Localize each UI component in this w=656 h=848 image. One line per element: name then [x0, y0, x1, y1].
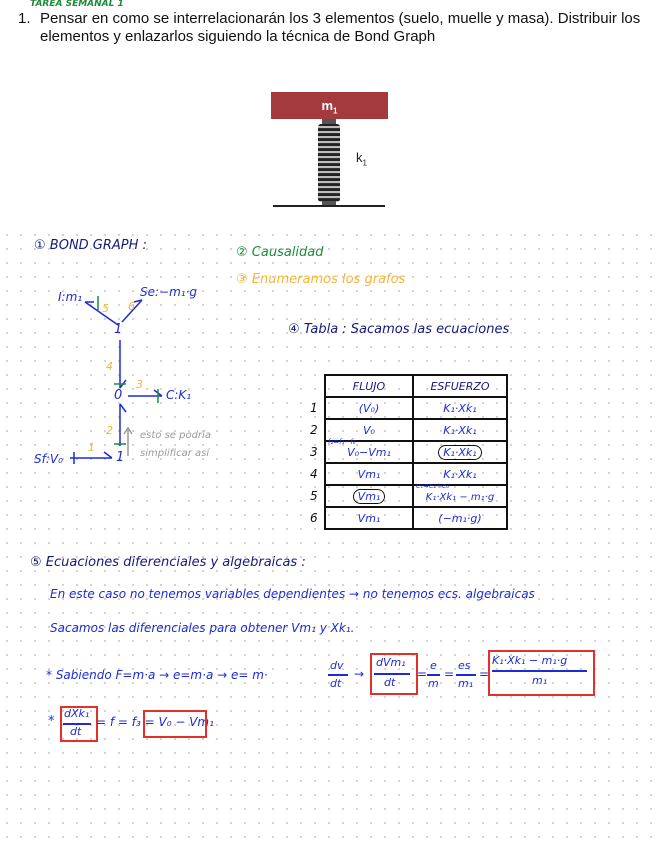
dxk1-num: dXk₁ [64, 707, 90, 720]
flujo-cell: (V₀) [325, 397, 413, 419]
simplify-note-2: simplificar así [140, 448, 210, 459]
flow-equation: = f = f₃ = V₀ − Vm₁ [96, 715, 214, 729]
bg-Sf-element: Sf:V₀ [34, 452, 63, 466]
final-frac-line [492, 670, 587, 672]
dvm1-line [374, 673, 410, 675]
row-number: 1 [308, 397, 325, 419]
row-number: 2 [308, 419, 325, 441]
e-num: e [430, 659, 437, 672]
flow-result-box [143, 710, 207, 738]
mass-label: m [321, 98, 334, 113]
sacamos-note: Sacamos las diferenciales para obtener Vm₁ y Xk₁. [50, 621, 355, 635]
final-den: m₁ [532, 674, 548, 687]
col-header-flujo: FLUJO [325, 375, 413, 397]
circled-value: Vm₁ [353, 489, 386, 504]
circled-value: K₁·Xk₁ [438, 445, 481, 460]
esfuerzo-cell [413, 482, 507, 507]
bond-2-number: 2 [106, 424, 113, 437]
m1-den: m₁ [458, 677, 474, 690]
table-row [308, 507, 507, 529]
task-number: 1. [18, 10, 31, 27]
mass-block [271, 92, 388, 119]
ecuaciones-title: ⑤ Ecuaciones diferenciales y algebraicas : [30, 555, 306, 570]
spring-constant-label [356, 150, 367, 168]
esfuerzo-cell: (−m₁·g) [413, 507, 507, 529]
table-row [308, 397, 507, 419]
ground-line [273, 205, 385, 207]
no-algebraic-note: En este caso no tenemos variables dependientes → no tenemos ecs. algebraicas [50, 587, 535, 601]
dv-num: dv [330, 659, 344, 672]
bg-C-element: C:K₁ [166, 388, 192, 402]
table-row [308, 441, 507, 463]
col-header-esfuerzo: ESFUERZO [413, 375, 507, 397]
dxk1-den: dt [70, 725, 82, 738]
dt-den: dt [330, 677, 342, 690]
line4-star: * [48, 714, 55, 729]
row-number: 3 [308, 441, 325, 463]
simplify-note-1: esto se podría [140, 430, 211, 441]
es-num: es [458, 659, 471, 672]
causalidad-note: ② Causalidad [236, 245, 324, 260]
table-row [308, 485, 507, 507]
final-num: K₁·Xk₁ − m₁·g [492, 654, 568, 667]
bond-6-number: 6 [128, 300, 135, 313]
bond-1-half-arrow [104, 452, 112, 458]
enumeramos-note: ③ Enumeramos los grafos [236, 272, 406, 287]
row-number: 4 [308, 463, 325, 485]
bg-I-element: I:m₁ [58, 290, 83, 304]
bg-junction-0: 0 [114, 388, 123, 403]
equals-1: = [417, 667, 428, 681]
mass-subscript: 1 [333, 106, 338, 116]
dvm1-num: dVm₁ [376, 656, 406, 669]
row-number: 5 [308, 485, 325, 507]
bond-5-number: 5 [102, 302, 109, 315]
bond-1-number: 1 [88, 441, 95, 454]
flujo-value: V₀−Vm₁ [347, 445, 391, 459]
bond-graph-title: ① BOND GRAPH : [34, 238, 147, 253]
table-header-corner [308, 375, 325, 397]
implies-arrow: → [354, 667, 365, 681]
spring [318, 124, 340, 202]
flujo-cell: Vm₁ [325, 463, 413, 485]
esfuerzo-cell: K₁·Xk₁ [413, 419, 507, 441]
esfuerzo-cell: K₁·Xk₁ [413, 397, 507, 419]
flujo-cell [325, 485, 413, 507]
row3-annotation: f₂=f₁−f₆ [328, 438, 356, 446]
table-header-row [308, 375, 507, 397]
equals-2: = [444, 667, 455, 681]
bg-Se-element: Se:−m₁·g [140, 285, 198, 299]
row5-annotation: e₁=e₂+e₆ [416, 482, 450, 490]
row-number: 6 [308, 507, 325, 529]
es-m1-line [456, 674, 476, 676]
bond-3-number: 3 [136, 378, 143, 391]
esfuerzo-cell [413, 441, 507, 463]
equals-3: = [479, 667, 490, 681]
bg-junction-1-top: 1 [114, 322, 123, 337]
flujo-cell: V₀ [325, 419, 413, 441]
esfuerzo-value: K₁·Xk₁ − m₁·g [425, 491, 495, 503]
task-tag: TAREA SEMANAL 1 [30, 0, 124, 9]
table-row [308, 463, 507, 485]
newton-derivation: * Sabiendo F=m·a → e=m·a → e= m· [46, 668, 268, 682]
bg-junction-1-bottom: 1 [116, 450, 125, 465]
dvm1-den: dt [384, 676, 396, 689]
flujo-cell: Vm₁ [325, 507, 413, 529]
tabla-title: ④ Tabla : Sacamos las ecuaciones [288, 322, 510, 337]
m-den: m [428, 677, 439, 690]
dv-dt-line [328, 674, 348, 676]
bond-4-number: 4 [106, 360, 113, 373]
e-m-line [427, 674, 440, 676]
spring-k-sub: 1 [362, 158, 367, 168]
bond-2-half-arrow [120, 404, 126, 412]
equations-table [308, 374, 508, 530]
esfuerzo-cell: K₁·Xk₁ [413, 463, 507, 485]
task-text: Pensar en como se interrelacionarán los 3 elementos (suelo, muelle y masa). Distribuir los elementos y enlazarlos siguiendo la técnica de Bond Graph [40, 10, 641, 45]
flujo-cell [325, 438, 413, 463]
spring-k: k [356, 150, 363, 165]
